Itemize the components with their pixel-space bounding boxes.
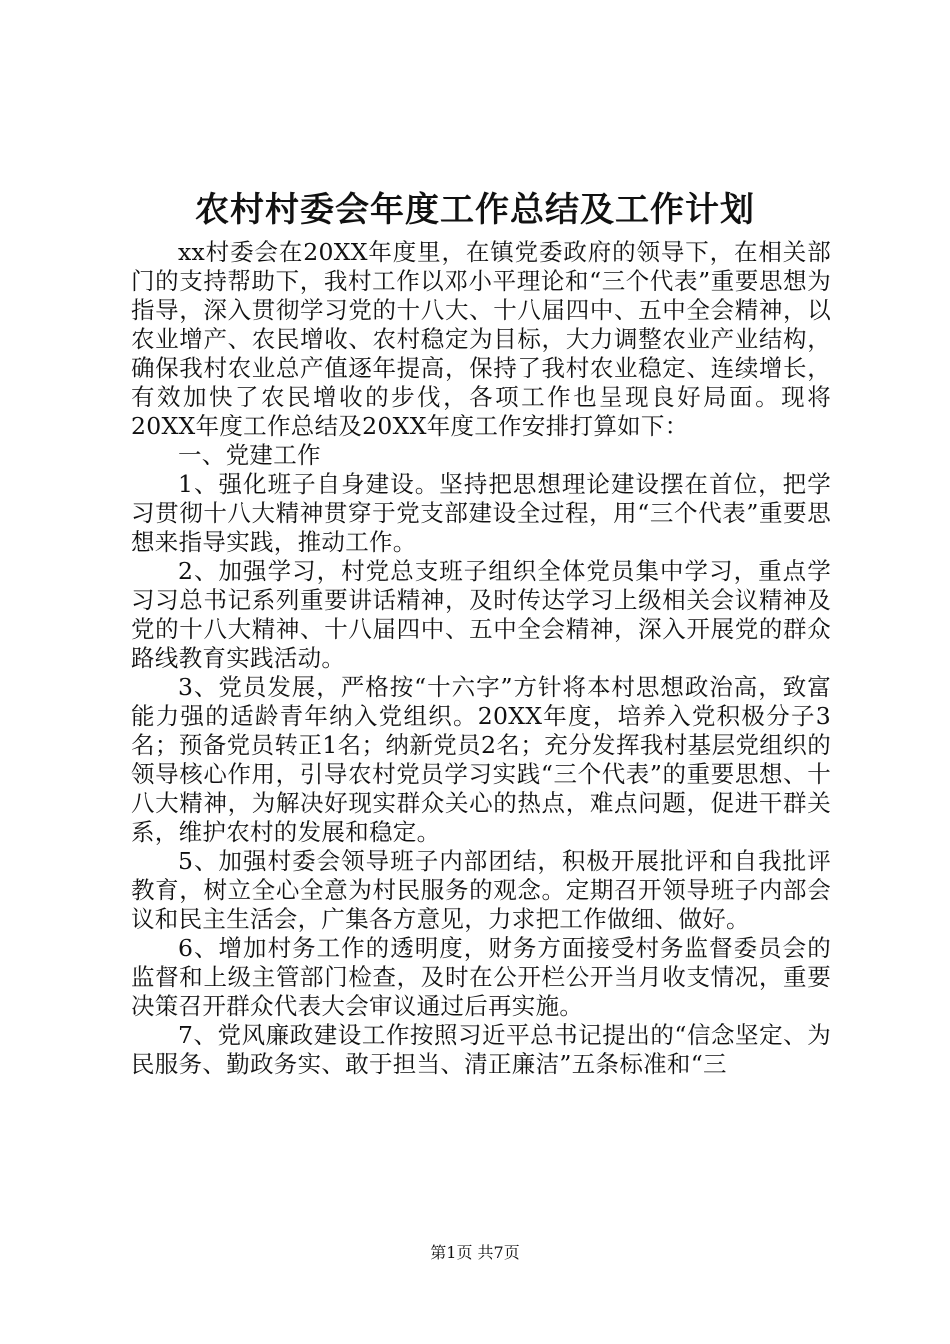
page-number-footer: 第1页 共7页	[430, 1243, 520, 1262]
paragraph-item-3: 3、党员发展，严格按“十六字”方针将本村思想政治高，致富能力强的适龄青年纳入党组织。20XX年度，培养入党积极分子3名；预备党员转正1名；纳新党员2名；充分发挥我村基层党组织的领导核心作用，引导农村党员学习实践“三个代表”的重要思想、十八大精神，为解决好现实群众关心的热点，难点问题，促进干群关系，维护农村的发展和稳定。	[131, 673, 831, 846]
section-heading-party-building: 一、党建工作	[178, 441, 321, 469]
document-title: 农村村委会年度工作总结及工作计划	[195, 190, 755, 230]
paragraph-item-5: 5、加强村委会领导班子内部团结，积极开展批评和自我批评教育，树立全心全意为村民服务的观念。定期召开领导班子内部会议和民主生活会，广集各方意见，力求把工作做细、做好。	[131, 847, 831, 933]
paragraph-intro: xx村委会在20XX年度里，在镇党委政府的领导下，在相关部门的支持帮助下，我村工作以邓小平理论和“三个代表”重要思想为指导，深入贯彻学习党的十八大、十八届四中、五中全会精神，以农业增产、农民增收、农村稳定为目标，大力调整农业产业结构，确保我村农业总产值逐年提高，保持了我村农业稳定、连续增长，有效加快了农民增收的步伐，各项工作也呈现良好局面。现将20XX年度工作总结及20XX年度工作安排打算如下：	[131, 238, 831, 440]
paragraph-item-7: 7、党风廉政建设工作按照习近平总书记提出的“信念坚定、为民服务、勤政务实、敢于担当、清正廉洁”五条标准和“三	[131, 1021, 831, 1078]
paragraph-item-1: 1、强化班子自身建设。坚持把思想理论建设摆在首位，把学习贯彻十八大精神贯穿于党支部建设全过程，用“三个代表”重要思想来指导实践，推动工作。	[131, 470, 831, 556]
document-body	[131, 238, 831, 1079]
paragraph-item-2: 2、加强学习，村党总支班子组织全体党员集中学习，重点学习习总书记系列重要讲话精神，及时传达学习上级相关会议精神及党的十八大精神、十八届四中、五中全会精神，深入开展党的群众路线教育实践活动。	[131, 557, 831, 672]
paragraph-item-6: 6、增加村务工作的透明度，财务方面接受村务监督委员会的监督和上级主管部门检查，及时在公开栏公开当月收支情况，重要决策召开群众代表大会审议通过后再实施。	[131, 934, 831, 1020]
